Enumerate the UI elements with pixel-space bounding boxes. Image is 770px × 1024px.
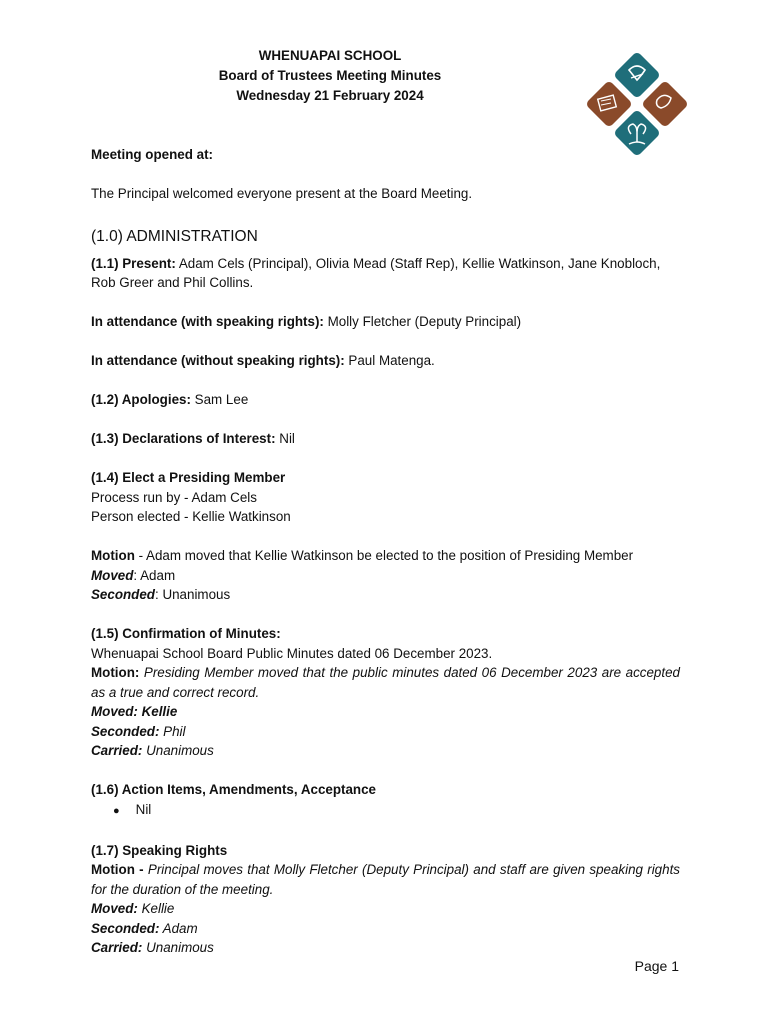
bullet-icon: ●: [113, 804, 120, 817]
document-header: [0, 46, 660, 106]
page-number: Page 1: [634, 958, 679, 974]
minutes-seconded-label: Seconded:: [91, 723, 160, 739]
speaking-seconded: [91, 919, 680, 939]
elect-person: Person elected - Kellie Watkinson: [91, 509, 291, 524]
document-title: Board of Trustees Meeting Minutes: [218, 68, 442, 83]
elect-moved-label: Moved: [91, 567, 134, 583]
speaking-moved: [91, 899, 680, 919]
elect-motion-label: Motion: [91, 548, 135, 563]
minutes-motion-text: Presiding Member moved that the public minutes dated 06 December 2023 are accepted as a true and correct record.: [91, 665, 680, 700]
speaking-carried: [91, 938, 680, 958]
actions-list-item: [91, 800, 680, 822]
attendance-with-rights: [91, 312, 680, 332]
speaking-motion-label: Motion -: [91, 862, 148, 877]
meeting-opened-label: Meeting opened at:: [91, 147, 214, 162]
apologies-text: Sam Lee: [190, 392, 249, 407]
attend-without-label: In attendance (without speaking rights):: [91, 353, 345, 368]
present-label: (1.1) Present:: [91, 255, 176, 271]
elect-motion: [91, 546, 680, 566]
speaking-motion-text: Principal moves that Molly Fletcher (Deputy Principal) and staff are given speaking rights for the duration of the meeting.: [91, 862, 680, 897]
minutes-line: Whenuapai School Board Public Minutes dated 06 December 2023.: [91, 645, 493, 661]
speaking-seconded-label: Seconded:: [91, 920, 160, 936]
apologies: [91, 390, 680, 410]
speaking-motion: [91, 860, 680, 899]
minutes-carried-text: Unanimous: [142, 743, 214, 758]
minutes-motion: [91, 663, 680, 702]
minutes-body: [91, 145, 680, 958]
speaking-carried-text: Unanimous: [142, 940, 214, 955]
opening-text: The Principal welcomed everyone present at the Board Meeting.: [91, 186, 473, 201]
elect-moved-text: : Adam: [133, 567, 176, 583]
elect-title: (1.4) Elect a Presiding Member: [91, 470, 286, 485]
actions-title: (1.6) Action Items, Amendments, Acceptance: [91, 782, 376, 797]
minutes-motion-label: Motion:: [91, 665, 140, 680]
school-crest-icon: [585, 50, 689, 158]
apologies-label: (1.2) Apologies:: [91, 392, 191, 407]
actions-item-text: Nil: [135, 801, 152, 817]
attend-without-text: Paul Matenga.: [344, 353, 435, 368]
minutes-carried: [91, 741, 680, 761]
elect-seconded: [91, 585, 680, 605]
elect-motion-text: - Adam moved that Kellie Watkinson be elected to the position of Presiding Member: [134, 548, 634, 563]
attendance-without-rights: [91, 351, 680, 371]
present-paragraph: [91, 254, 680, 293]
declarations-text: Nil: [275, 431, 295, 446]
minutes-seconded-text: Phil: [159, 723, 186, 739]
minutes-title: (1.5) Confirmation of Minutes:: [91, 626, 281, 641]
school-name: WHENUAPAI SCHOOL: [258, 48, 402, 63]
minutes-seconded: [91, 722, 680, 742]
present-text: Adam Cels (Principal), Olivia Mead (Staff Rep), Kellie Watkinson, Jane Knobloch, Rob Greer and Phil Collins.: [91, 255, 661, 290]
section-title: (1.0) ADMINISTRATION: [91, 227, 258, 245]
meeting-date: Wednesday 21 February 2024: [236, 88, 424, 103]
speaking-moved-text: Kellie: [137, 901, 175, 916]
elect-moved: [91, 566, 680, 586]
attend-with-text: Molly Fletcher (Deputy Principal): [323, 314, 522, 329]
speaking-title: (1.7) Speaking Rights: [91, 842, 228, 858]
speaking-moved-label: Moved:: [91, 901, 138, 916]
minutes-moved: Moved: Kellie: [91, 704, 178, 719]
elect-process: Process run by - Adam Cels: [91, 489, 257, 505]
declarations-label: (1.3) Declarations of Interest:: [91, 431, 276, 446]
minutes-carried-label: Carried:: [91, 743, 143, 758]
declarations: [91, 429, 680, 449]
speaking-seconded-text: Adam: [159, 920, 198, 936]
attend-with-label: In attendance (with speaking rights):: [91, 314, 324, 329]
speaking-carried-label: Carried:: [91, 940, 143, 955]
elect-seconded-label: Seconded: [91, 587, 155, 602]
elect-seconded-text: : Unanimous: [155, 587, 231, 602]
